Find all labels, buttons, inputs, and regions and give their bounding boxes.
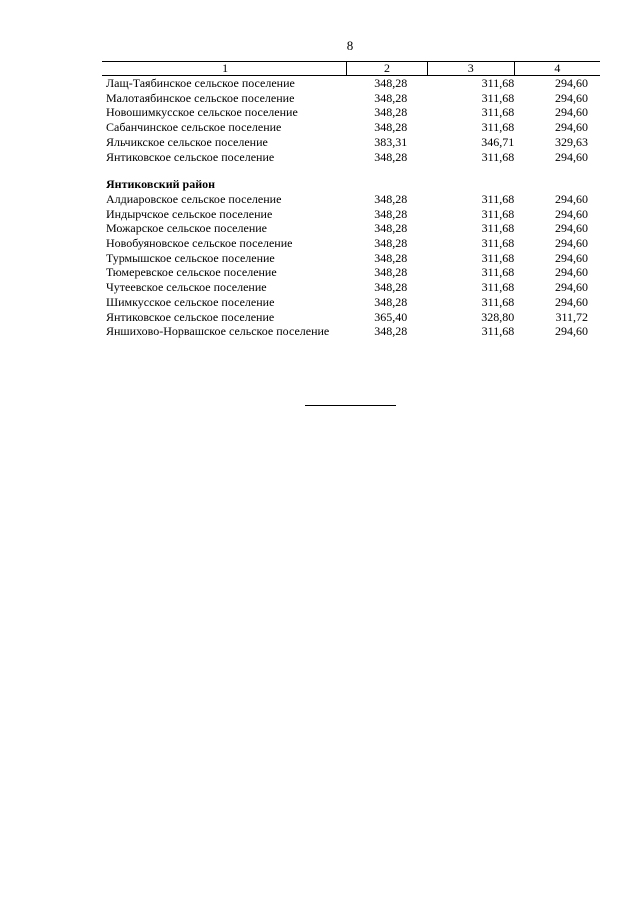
value-col-3: 311,68	[481, 250, 515, 265]
table-row	[102, 310, 600, 325]
value-col-4: 294,60	[555, 149, 588, 164]
value-col-2: 383,31	[374, 134, 408, 149]
settlement-name: Янтиковское сельское поселение	[106, 309, 275, 324]
settlement-name: Новобуяновское сельское поселение	[106, 236, 293, 251]
value-col-2: 348,28	[374, 221, 408, 236]
table-row	[102, 236, 600, 251]
value-col-3: 346,71	[481, 134, 515, 149]
value-col-3: 311,68	[481, 105, 515, 120]
table-row	[102, 251, 600, 266]
settlement-name: Индырчское сельское поселение	[106, 206, 273, 221]
settlement-name: Чутеевское сельское поселение	[106, 280, 267, 295]
value-col-4: 311,72	[555, 309, 588, 324]
value-col-2: 348,28	[374, 250, 408, 265]
value-col-3: 328,80	[481, 309, 515, 324]
value-col-3: 311,68	[481, 149, 515, 164]
value-col-3: 311,68	[481, 236, 515, 251]
value-col-3: 311,68	[481, 191, 515, 206]
header-col-3: 3	[427, 62, 514, 76]
value-col-2: 365,40	[374, 309, 408, 324]
tariff-table	[102, 61, 600, 339]
value-col-2: 348,28	[374, 149, 408, 164]
value-col-2: 348,28	[374, 236, 408, 251]
value-col-2: 348,28	[374, 324, 408, 339]
table-body-after	[102, 192, 600, 339]
settlement-name: Тюмеревское сельское поселение	[106, 265, 277, 280]
value-col-4: 294,60	[555, 90, 588, 105]
value-col-3: 311,68	[481, 221, 515, 236]
district-row	[102, 177, 600, 192]
value-col-4: 294,60	[555, 120, 588, 135]
value-col-3: 311,68	[481, 280, 515, 295]
value-col-4: 294,60	[555, 206, 588, 221]
settlement-name: Алдиаровское сельское поселение	[106, 191, 282, 206]
value-col-4: 294,60	[555, 265, 588, 280]
table-row	[102, 265, 600, 280]
settlement-name: Янтиковское сельское поселение	[106, 149, 275, 164]
value-col-2: 348,28	[374, 294, 408, 309]
table-row	[102, 207, 600, 222]
page-number: 8	[346, 38, 354, 53]
table-header	[102, 62, 600, 76]
settlement-name: Турмышское сельское поселение	[106, 250, 275, 265]
value-col-4: 294,60	[555, 324, 588, 339]
settlement-name: Яншихово-Норвашское сельское поселение	[106, 324, 330, 339]
table-row	[102, 120, 600, 135]
district-heading: Янтиковский район	[106, 177, 216, 192]
table-body-before	[102, 76, 600, 165]
table-row	[102, 295, 600, 310]
value-col-2: 348,28	[374, 191, 408, 206]
value-col-3: 311,68	[481, 90, 515, 105]
value-col-3: 311,68	[481, 265, 515, 280]
value-col-3: 311,68	[481, 120, 515, 135]
settlement-name: Малотаябинское сельское поселение	[106, 90, 295, 105]
settlement-name: Яльчикское сельское поселение	[106, 134, 268, 149]
value-col-3: 311,68	[481, 324, 515, 339]
value-col-4: 294,60	[555, 294, 588, 309]
value-col-4: 329,63	[555, 134, 588, 149]
value-col-2: 348,28	[374, 120, 408, 135]
header-col-2: 2	[347, 62, 427, 76]
table-row	[102, 280, 600, 295]
value-col-4: 294,60	[555, 105, 588, 120]
value-col-2: 348,28	[374, 76, 408, 90]
value-col-2: 348,28	[374, 90, 408, 105]
settlement-name: Шимкусское сельское поселение	[106, 294, 275, 309]
settlement-name: Можарское сельское поселение	[106, 221, 267, 236]
value-col-3: 311,68	[481, 76, 515, 90]
header-col-1: 1	[102, 62, 347, 76]
value-col-4: 294,60	[555, 76, 588, 90]
table-row	[102, 150, 600, 165]
table-row	[102, 105, 600, 120]
table-row	[102, 324, 600, 339]
end-rule	[305, 405, 396, 406]
value-col-2: 348,28	[374, 280, 408, 295]
value-col-4: 294,60	[555, 191, 588, 206]
settlement-name: Новошимкусское сельское поселение	[106, 105, 298, 120]
value-col-4: 294,60	[555, 236, 588, 251]
table-row	[102, 91, 600, 106]
value-col-2: 348,28	[374, 206, 408, 221]
value-col-4: 294,60	[555, 280, 588, 295]
table-row	[102, 192, 600, 207]
spacer-row	[102, 164, 600, 177]
value-col-3: 311,68	[481, 206, 515, 221]
value-col-4: 294,60	[555, 250, 588, 265]
table-row	[102, 76, 600, 91]
district-section	[102, 164, 600, 192]
settlement-name: Лащ-Таябинское сельское поселение	[106, 76, 295, 90]
value-col-3: 311,68	[481, 294, 515, 309]
value-col-2: 348,28	[374, 105, 408, 120]
header-col-4: 4	[514, 62, 600, 76]
table-row	[102, 135, 600, 150]
settlement-name: Сабанчинское сельское поселение	[106, 120, 282, 135]
value-col-4: 294,60	[555, 221, 588, 236]
value-col-2: 348,28	[374, 265, 408, 280]
header-row	[102, 62, 600, 76]
table-row	[102, 221, 600, 236]
